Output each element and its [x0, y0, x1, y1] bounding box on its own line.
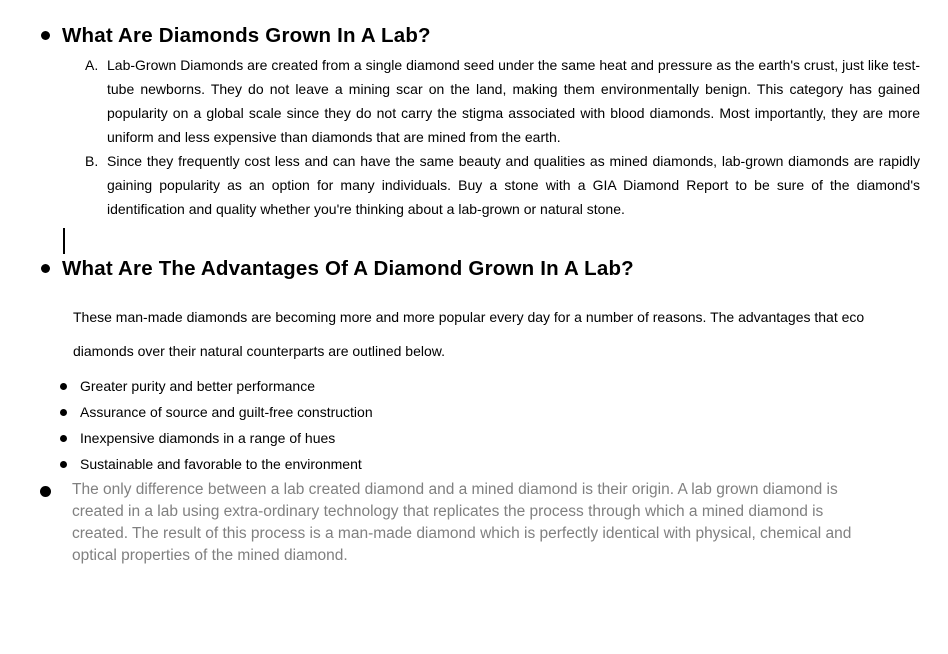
- section-2-heading-row: [41, 257, 634, 280]
- advantage-text: Inexpensive diamonds in a range of hues: [80, 430, 336, 446]
- intro-paragraph: These man-made diamonds are becoming more and more popular every day for a number of reasons. The advantages that eco diamonds over their natural counterparts are outlined below.: [73, 309, 865, 359]
- list-marker-a: A.: [85, 57, 99, 73]
- advantage-text: Sustainable and favorable to the environment: [80, 456, 362, 472]
- lettered-item-a-text: Lab-Grown Diamonds are created from a single diamond seed under the same heat and pressure as the earth's crust, just like test-tube newborns. They do not leave a mining scar on the land, making them environmentally benign. This category has gained popularity on a global scale since they do not carry the stigma associated with blood diamonds. Most importantly, they are more uniform and less expensive than diamonds that are mined from the earth.: [107, 57, 920, 145]
- advantage-text: Assurance of source and guilt-free construction: [80, 404, 373, 420]
- lettered-list: [85, 53, 920, 221]
- list-marker-b: B.: [85, 153, 99, 169]
- advantage-text: Greater purity and better performance: [80, 378, 316, 394]
- note-item: [40, 479, 882, 567]
- bullet-icon: [60, 461, 67, 468]
- text-cursor: [63, 228, 65, 254]
- advantage-item: [60, 425, 373, 451]
- advantage-item: [60, 399, 373, 425]
- lettered-item-a: [85, 53, 920, 149]
- advantages-list: [60, 373, 373, 477]
- lettered-item-b-text: Since they frequently cost less and can have the same beauty and qualities as mined diamonds, lab-grown diamonds are rapidly gaining popularity as an option for many individuals. Buy a stone with a GIA Diamond Report to be sure of the diamond's identification and quality whether you're thinking about a lab-grown or natural stone.: [107, 153, 920, 217]
- advantage-item: [60, 373, 373, 399]
- bullet-icon: [41, 31, 50, 40]
- section-1-title: What Are Diamonds Grown In A Lab?: [62, 24, 431, 47]
- section-2-title: What Are The Advantages Of A Diamond Grown In A Lab?: [62, 257, 634, 280]
- bullet-icon: [60, 409, 67, 416]
- bullet-icon: [40, 486, 51, 497]
- advantage-item: [60, 451, 373, 477]
- bullet-icon: [60, 435, 67, 442]
- bullet-icon: [60, 383, 67, 390]
- bullet-icon: [41, 264, 50, 273]
- note-paragraph: The only difference between a lab created diamond and a mined diamond is their origin. A lab grown diamond is created in a lab using extra-ordinary technology that replicates the process through which a mined diamond is created. The result of this process is a man-made diamond which is perfectly identical with physical, chemical and optical properties of the mined diamond.: [72, 481, 852, 564]
- section-1-heading-row: [41, 24, 431, 47]
- lettered-item-b: [85, 149, 920, 221]
